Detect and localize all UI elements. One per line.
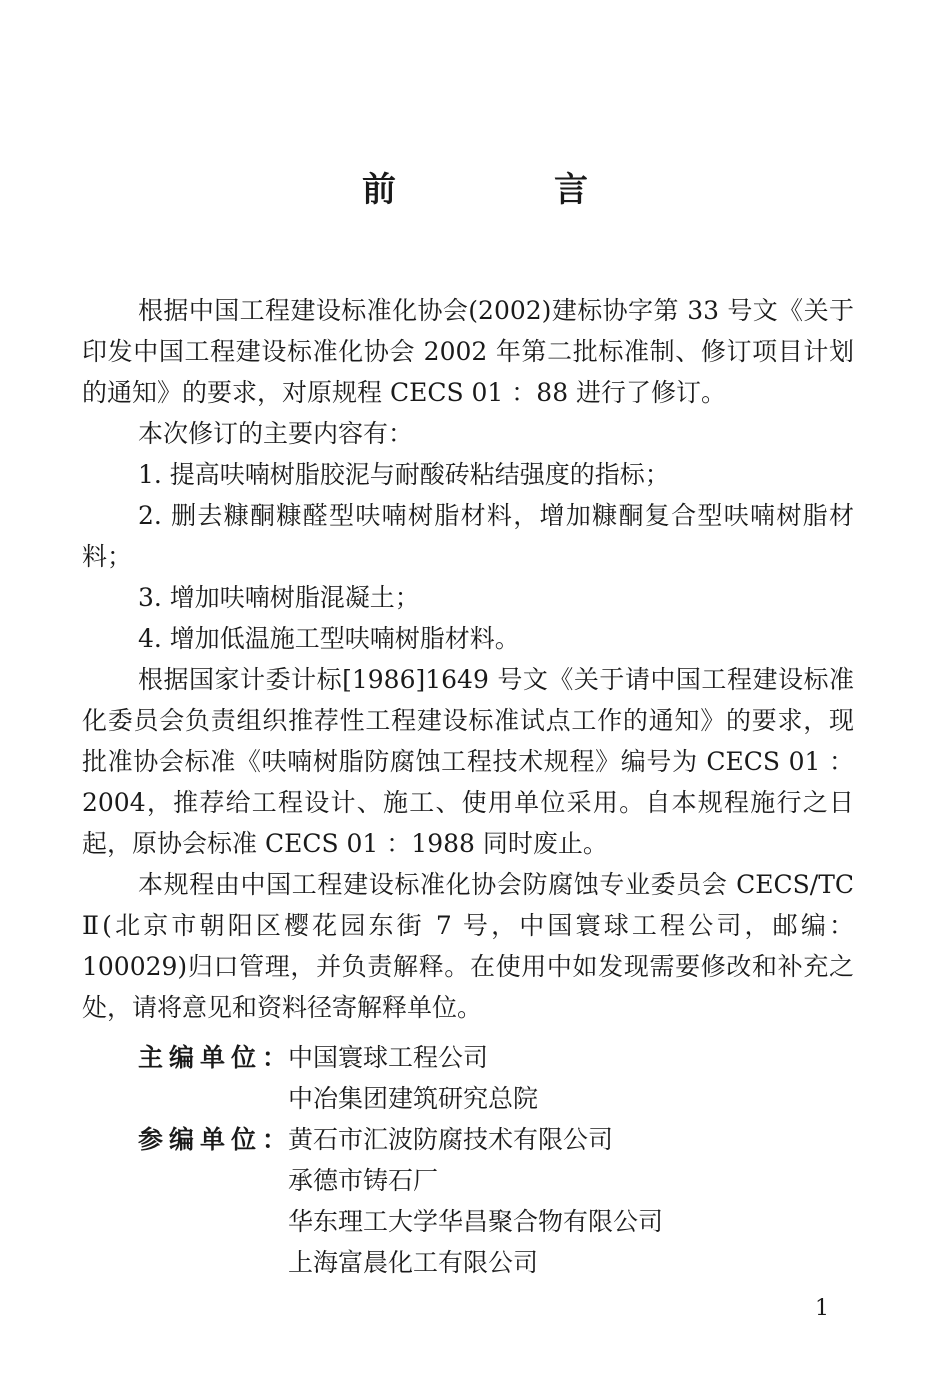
participating-unit: 黄石市汇波防腐技术有限公司 bbox=[288, 1125, 614, 1154]
chief-units-label: 主编单位： bbox=[138, 1043, 294, 1072]
participating-unit-row-2 bbox=[138, 1160, 663, 1201]
participating-units-label: 参编单位： bbox=[138, 1125, 294, 1154]
chief-unit-row-1 bbox=[138, 1037, 663, 1078]
paragraph-revision-intro: 本次修订的主要内容有： bbox=[138, 419, 414, 448]
page-number: 1 bbox=[815, 1296, 829, 1321]
participating-unit-row-3 bbox=[138, 1201, 663, 1242]
chief-unit-row-2 bbox=[138, 1078, 663, 1119]
participating-unit-row-1 bbox=[138, 1119, 663, 1160]
page-title: 前 言 bbox=[362, 170, 650, 210]
paragraph-management: 本规程由中国工程建设标准化协会防腐蚀专业委员会 CECS/TC Ⅱ(北京市朝阳区樱花园东街 7 号，中国寰球工程公司，邮编：100029)归口管理，并负责解释。在使用中如发现需要修改和补充之处，请将意见和资料径寄解释单位。 bbox=[82, 870, 854, 1022]
list-item-1: 1. 提高呋喃树脂胶泥与耐酸砖粘结强度的指标； bbox=[138, 460, 670, 489]
preface-body bbox=[82, 290, 854, 1028]
chief-unit: 中国寰球工程公司 bbox=[288, 1043, 489, 1072]
paragraph-approval: 根据国家计委计标[1986]1649 号文《关于请中国工程建设标准化委员会负责组织推荐性工程建设标准试点工作的通知》的要求，现批准协会标准《呋喃树脂防腐蚀工程技术规程》编号为 CECS 01 ：2004，推荐给工程设计、施工、使用单位采用。自本规程施行之日起，原协会标准 CECS 01 ：1988 同时废止。 bbox=[82, 665, 854, 858]
participating-unit: 华东理工大学华昌聚合物有限公司 bbox=[288, 1207, 664, 1236]
participating-unit: 承德市铸石厂 bbox=[288, 1166, 439, 1195]
participating-unit-row-4 bbox=[138, 1242, 663, 1283]
participating-unit: 上海富晨化工有限公司 bbox=[288, 1248, 539, 1277]
list-item-2: 2. 删去糠酮糠醛型呋喃树脂材料，增加糠酮复合型呋喃树脂材料； bbox=[82, 501, 854, 571]
chief-unit: 中冶集团建筑研究总院 bbox=[288, 1084, 539, 1113]
editing-units bbox=[138, 1037, 663, 1283]
list-item-4: 4. 增加低温施工型呋喃树脂材料。 bbox=[138, 624, 520, 653]
list-item-3: 3. 增加呋喃树脂混凝土； bbox=[138, 583, 420, 612]
paragraph-revision-basis: 根据中国工程建设标准化协会(2002)建标协字第 33 号文《关于印发中国工程建设标准化协会 2002 年第二批标准制、修订项目计划的通知》的要求，对原规程 CECS 01 ：88 进行了修订。 bbox=[82, 296, 854, 407]
